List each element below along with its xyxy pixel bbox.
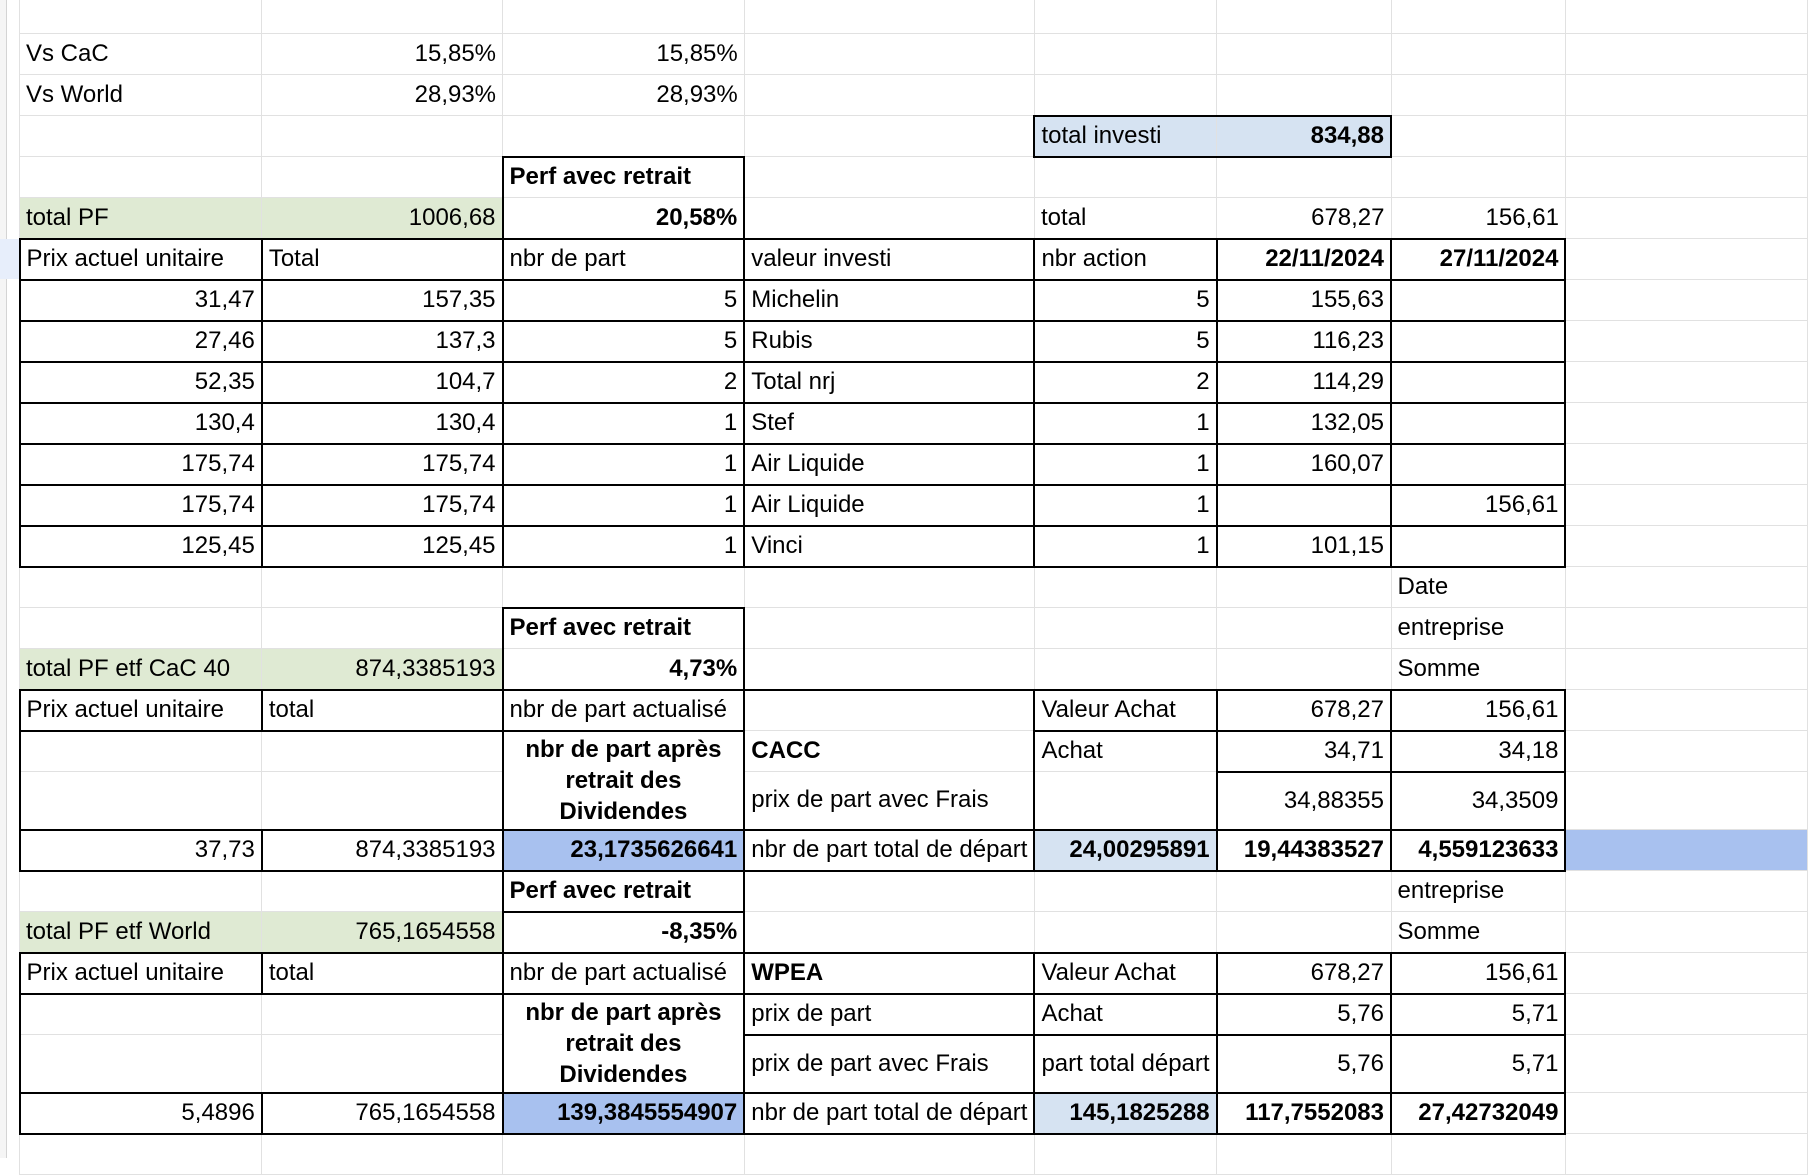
cell-r4-a[interactable]	[20, 157, 262, 198]
cell-r10-b[interactable]: 130,4	[262, 403, 503, 444]
cell-r8-g[interactable]	[1391, 321, 1565, 362]
cell-r10-e[interactable]: 1	[1034, 403, 1216, 444]
cell-r16-d[interactable]	[744, 649, 1034, 690]
cell-r21-e[interactable]	[1034, 871, 1216, 912]
cell-r9-d[interactable]: Total nrj	[744, 362, 1034, 403]
cell-r20-g[interactable]: 4,559123633	[1391, 830, 1565, 871]
cell-r16-a[interactable]: total PF etf CaC 40	[20, 649, 262, 690]
cell-r13-a[interactable]: 125,45	[20, 526, 262, 567]
cell-r21-c[interactable]: Perf avec retrait	[503, 871, 745, 912]
cell-r22-f[interactable]	[1217, 912, 1391, 953]
cell-r2-f[interactable]	[1217, 75, 1391, 116]
cell-r9-h[interactable]	[1565, 362, 1807, 403]
sheet-row-16	[0, 649, 1808, 690]
cell-r15-a[interactable]	[20, 608, 262, 649]
cell-r13-f[interactable]: 101,15	[1217, 526, 1391, 567]
cell-r25-b[interactable]	[262, 1035, 503, 1093]
cell-r9-e[interactable]: 2	[1034, 362, 1216, 403]
cell-r4-h[interactable]	[1565, 157, 1807, 198]
cell-r9-f[interactable]: 114,29	[1217, 362, 1391, 403]
cell-r8-e[interactable]: 5	[1034, 321, 1216, 362]
cell-r11-h[interactable]	[1565, 444, 1807, 485]
cell-r16-c[interactable]: 4,73%	[503, 649, 745, 690]
cell-r23-h[interactable]	[1565, 953, 1807, 994]
cell-r23-e[interactable]: Valeur Achat	[1034, 953, 1216, 994]
sheet-row-8	[0, 321, 1808, 362]
cell-r7-d[interactable]: Michelin	[744, 280, 1034, 321]
cell-r18-f[interactable]: 34,71	[1217, 731, 1391, 772]
cell-r10-d[interactable]: Stef	[744, 403, 1034, 444]
sheet-row-24	[0, 994, 1808, 1035]
sheet-row-5	[0, 198, 1808, 239]
sheet-row-23	[0, 953, 1808, 994]
cell-r26-f[interactable]: 117,7552083	[1217, 1093, 1391, 1134]
cell-r12-e[interactable]: 1	[1034, 485, 1216, 526]
cell-r18-e[interactable]: Achat	[1034, 731, 1216, 772]
cell-r5-a[interactable]: total PF	[20, 198, 262, 239]
sheet-row-19	[0, 772, 1808, 830]
cell-r15-b[interactable]	[262, 608, 503, 649]
cell-r3-c[interactable]	[503, 116, 745, 157]
cell-r22-g[interactable]: Somme	[1391, 912, 1565, 953]
cell-r8-a[interactable]: 27,46	[20, 321, 262, 362]
cell-r13-e[interactable]: 1	[1034, 526, 1216, 567]
cell-r21-d[interactable]	[744, 871, 1034, 912]
cell-r18-b[interactable]	[262, 731, 503, 772]
cell-r26-h[interactable]	[1565, 1093, 1807, 1134]
cell-r25-e[interactable]: part total départ	[1034, 1035, 1216, 1093]
sheet-row-2	[0, 75, 1808, 116]
cell-r25-f[interactable]: 5,76	[1217, 1035, 1391, 1093]
sheet-row-1	[0, 34, 1808, 75]
cell-r22-h[interactable]	[1565, 912, 1807, 953]
cell-r25-d[interactable]: prix de part avec Frais	[744, 1035, 1034, 1093]
cell-r8-f[interactable]: 116,23	[1217, 321, 1391, 362]
cell-r17-c[interactable]: nbr de part actualisé	[503, 690, 745, 731]
cell-r1-c[interactable]: 15,85%	[503, 34, 745, 75]
cell-r26-a[interactable]: 5,4896	[20, 1093, 262, 1134]
cell-r20-e[interactable]: 24,00295891	[1034, 830, 1216, 871]
cell-r26-b[interactable]: 765,1654558	[262, 1093, 503, 1134]
cell-r17-h[interactable]	[1565, 690, 1807, 731]
cell-r10-c[interactable]: 1	[503, 403, 745, 444]
sheet-row-0	[0, 0, 1808, 34]
cell-r11-f[interactable]: 160,07	[1217, 444, 1391, 485]
cell-r13-c[interactable]: 1	[503, 526, 745, 567]
cell-r4-b[interactable]	[262, 157, 503, 198]
cell-r21-h[interactable]	[1565, 871, 1807, 912]
cell-r4-d[interactable]	[744, 157, 1034, 198]
sheet-row-4	[0, 157, 1808, 198]
cell-r14-e[interactable]	[1034, 567, 1216, 608]
cell-r24-a[interactable]	[20, 994, 262, 1035]
cell-r7-f[interactable]: 155,63	[1217, 280, 1391, 321]
sheet-row-27	[0, 1134, 1808, 1175]
cell-r9-g[interactable]	[1391, 362, 1565, 403]
cell-r23-a[interactable]: Prix actuel unitaire	[20, 953, 262, 994]
cell-r21-f[interactable]	[1217, 871, 1391, 912]
cell-r23-b[interactable]: total	[262, 953, 503, 994]
cell-r3-h[interactable]	[1565, 116, 1807, 157]
sheet-row-21	[0, 871, 1808, 912]
cell-r20-a[interactable]: 37,73	[20, 830, 262, 871]
cell-r17-d[interactable]	[744, 690, 1034, 731]
cell-r20-h[interactable]	[1565, 830, 1807, 871]
cell-r26-e[interactable]: 145,1825288	[1034, 1093, 1216, 1134]
cell-r7-b[interactable]: 157,35	[262, 280, 503, 321]
cell-r12-b[interactable]: 175,74	[262, 485, 503, 526]
cell-r11-b[interactable]: 175,74	[262, 444, 503, 485]
cell-r1-d[interactable]	[744, 34, 1034, 75]
cell-r3-e[interactable]: total investi	[1034, 116, 1216, 157]
cell-r21-g[interactable]: entreprise	[1391, 871, 1565, 912]
cell-r8-b[interactable]: 137,3	[262, 321, 503, 362]
cell-r1-a[interactable]: Vs CaC	[20, 34, 262, 75]
cell-r14-d[interactable]	[744, 567, 1034, 608]
cell-r11-e[interactable]: 1	[1034, 444, 1216, 485]
cell-r26-c[interactable]: 139,3845554907	[503, 1093, 745, 1134]
cell-r11-d[interactable]: Air Liquide	[744, 444, 1034, 485]
cell-r16-g[interactable]: Somme	[1391, 649, 1565, 690]
cell-r6-b[interactable]: Total	[262, 239, 503, 280]
cell-r4-g[interactable]	[1391, 157, 1565, 198]
cell-r25-a[interactable]	[20, 1035, 262, 1093]
cell-r24-h[interactable]	[1565, 994, 1807, 1035]
sheet-row-9	[0, 362, 1808, 403]
sheet-row-7	[0, 280, 1808, 321]
cell-r19-d[interactable]: prix de part avec Frais	[744, 772, 1034, 830]
cell-r12-d[interactable]: Air Liquide	[744, 485, 1034, 526]
cell-r18-d[interactable]: CACC	[744, 731, 1034, 772]
cell-r10-h[interactable]	[1565, 403, 1807, 444]
cell-r14-b[interactable]	[262, 567, 503, 608]
cell-r5-c[interactable]: 20,58%	[503, 198, 745, 239]
cell-r3-f[interactable]: 834,88	[1217, 116, 1391, 157]
cell-r12-a[interactable]: 175,74	[20, 485, 262, 526]
cell-r11-c[interactable]: 1	[503, 444, 745, 485]
cell-r3-a[interactable]	[20, 116, 262, 157]
cell-r22-e[interactable]	[1034, 912, 1216, 953]
cell-r4-f[interactable]	[1217, 157, 1391, 198]
cell-r14-c[interactable]	[503, 567, 745, 608]
cell-r2-b[interactable]: 28,93%	[262, 75, 503, 116]
cell-r16-h[interactable]	[1565, 649, 1807, 690]
cell-r9-b[interactable]: 104,7	[262, 362, 503, 403]
cell-r1-b[interactable]: 15,85%	[262, 34, 503, 75]
cell-r19-g[interactable]: 34,3509	[1391, 772, 1565, 830]
cell-r1-e[interactable]	[1034, 34, 1216, 75]
cell-r13-g[interactable]	[1391, 526, 1565, 567]
cell-r16-e[interactable]	[1034, 649, 1216, 690]
cell-r5-b[interactable]: 1006,68	[262, 198, 503, 239]
cell-r8-h[interactable]	[1565, 321, 1807, 362]
cell-r24-b[interactable]	[262, 994, 503, 1035]
cell-r3-g[interactable]	[1391, 116, 1565, 157]
cell-r10-g[interactable]	[1391, 403, 1565, 444]
cell-r8-d[interactable]: Rubis	[744, 321, 1034, 362]
cell-r5-f[interactable]: 678,27	[1217, 198, 1391, 239]
cell-r12-c[interactable]: 1	[503, 485, 745, 526]
cell-r19-h[interactable]	[1565, 772, 1807, 830]
cell-r8-c[interactable]: 5	[503, 321, 745, 362]
cell-r20-c[interactable]: 23,1735626641	[503, 830, 745, 871]
cell-r13-b[interactable]: 125,45	[262, 526, 503, 567]
cell-r20-f[interactable]: 19,44383527	[1217, 830, 1391, 871]
cell-r2-d[interactable]	[744, 75, 1034, 116]
cell-r24-c[interactable]: nbr de part après retrait des Dividendes	[503, 994, 745, 1093]
cell-r12-f[interactable]	[1217, 485, 1391, 526]
cell-r3-b[interactable]	[262, 116, 503, 157]
sheet-row-14	[0, 567, 1808, 608]
sheet-row-10	[0, 403, 1808, 444]
sheet-row-18	[0, 731, 1808, 772]
cell-r19-b[interactable]	[262, 772, 503, 830]
cell-r1-f[interactable]	[1217, 34, 1391, 75]
cell-r21-b[interactable]	[262, 871, 503, 912]
sheet-row-6	[0, 239, 1808, 280]
cell-r6-c[interactable]: nbr de part	[503, 239, 745, 280]
cell-r1-g[interactable]	[1391, 34, 1565, 75]
cell-r10-a[interactable]: 130,4	[20, 403, 262, 444]
cell-r7-c[interactable]: 5	[503, 280, 745, 321]
cell-r14-a[interactable]	[20, 567, 262, 608]
cell-r22-b[interactable]: 765,1654558	[262, 912, 503, 953]
cell-r2-c[interactable]: 28,93%	[503, 75, 745, 116]
cell-r7-e[interactable]: 5	[1034, 280, 1216, 321]
cell-r19-e[interactable]	[1034, 772, 1216, 830]
cell-r22-a[interactable]: total PF etf World	[20, 912, 262, 953]
cell-r3-d[interactable]	[744, 116, 1034, 157]
cell-r5-e[interactable]: total	[1034, 198, 1216, 239]
cell-r5-h[interactable]	[1565, 198, 1807, 239]
cell-r10-f[interactable]: 132,05	[1217, 403, 1391, 444]
sheet-row-17	[0, 690, 1808, 731]
cell-r24-g[interactable]: 5,71	[1391, 994, 1565, 1035]
cell-r16-f[interactable]	[1217, 649, 1391, 690]
cell-r20-d[interactable]: nbr de part total de départ	[744, 830, 1034, 871]
cell-r1-h[interactable]	[1565, 34, 1807, 75]
cell-r17-a[interactable]: Prix actuel unitaire	[20, 690, 262, 731]
cell-r24-f[interactable]: 5,76	[1217, 994, 1391, 1035]
cell-r18-a[interactable]	[20, 731, 262, 772]
sheet-row-12	[0, 485, 1808, 526]
cell-r9-a[interactable]: 52,35	[20, 362, 262, 403]
cell-r2-h[interactable]	[1565, 75, 1807, 116]
cell-r6-d[interactable]: valeur investi	[744, 239, 1034, 280]
cell-r15-h[interactable]	[1565, 608, 1807, 649]
cell-r25-g[interactable]: 5,71	[1391, 1035, 1565, 1093]
cell-r20-b[interactable]: 874,3385193	[262, 830, 503, 871]
cell-r11-a[interactable]: 175,74	[20, 444, 262, 485]
cell-r4-e[interactable]	[1034, 157, 1216, 198]
cell-r14-h[interactable]	[1565, 567, 1807, 608]
cell-r25-h[interactable]	[1565, 1035, 1807, 1093]
cell-r22-c[interactable]: -8,35%	[503, 912, 745, 953]
cell-r26-g[interactable]: 27,42732049	[1391, 1093, 1565, 1134]
cell-r6-g[interactable]: 27/11/2024	[1391, 239, 1565, 280]
cell-r17-e[interactable]: Valeur Achat	[1034, 690, 1216, 731]
cell-r18-c[interactable]: nbr de part après retrait des Dividendes	[503, 731, 745, 830]
sheet-row-13	[0, 526, 1808, 567]
cell-r14-g[interactable]: Date	[1391, 567, 1565, 608]
cell-r15-g[interactable]: entreprise	[1391, 608, 1565, 649]
cell-r12-h[interactable]	[1565, 485, 1807, 526]
cell-r5-d[interactable]	[744, 198, 1034, 239]
sheet-row-22	[0, 912, 1808, 953]
cell-r6-f[interactable]: 22/11/2024	[1217, 239, 1391, 280]
cell-r18-g[interactable]: 34,18	[1391, 731, 1565, 772]
cell-r13-d[interactable]: Vinci	[744, 526, 1034, 567]
cell-r17-g[interactable]: 156,61	[1391, 690, 1565, 731]
cell-r11-g[interactable]	[1391, 444, 1565, 485]
cell-r7-a[interactable]: 31,47	[20, 280, 262, 321]
cell-r15-d[interactable]	[744, 608, 1034, 649]
cell-r9-c[interactable]: 2	[503, 362, 745, 403]
sheet-row-26	[0, 1093, 1808, 1134]
cell-r16-b[interactable]: 874,3385193	[262, 649, 503, 690]
cell-r2-e[interactable]	[1034, 75, 1216, 116]
cell-r14-f[interactable]	[1217, 567, 1391, 608]
cell-r24-d[interactable]: prix de part	[744, 994, 1034, 1035]
cell-r6-e[interactable]: nbr action	[1034, 239, 1216, 280]
cell-r23-c[interactable]: nbr de part actualisé	[503, 953, 745, 994]
cell-r23-d[interactable]: WPEA	[744, 953, 1034, 994]
cell-r18-h[interactable]	[1565, 731, 1807, 772]
sheet-row-25	[0, 1035, 1808, 1093]
cell-r26-d[interactable]: nbr de part total de départ	[744, 1093, 1034, 1134]
cell-r17-b[interactable]: total	[262, 690, 503, 731]
cell-r6-a[interactable]: Prix actuel unitaire	[20, 239, 262, 280]
cell-r7-g[interactable]	[1391, 280, 1565, 321]
cell-r21-a[interactable]	[20, 871, 262, 912]
cell-r23-g[interactable]: 156,61	[1391, 953, 1565, 994]
cell-r6-h[interactable]	[1565, 239, 1807, 280]
cell-r7-h[interactable]	[1565, 280, 1807, 321]
cell-r15-e[interactable]	[1034, 608, 1216, 649]
cell-r15-f[interactable]	[1217, 608, 1391, 649]
cell-r17-f[interactable]: 678,27	[1217, 690, 1391, 731]
cell-r19-f[interactable]: 34,88355	[1217, 772, 1391, 830]
cell-r15-c[interactable]: Perf avec retrait	[503, 608, 745, 649]
sheet-row-15	[0, 608, 1808, 649]
cell-r4-c[interactable]: Perf avec retrait	[503, 157, 745, 198]
cell-r24-e[interactable]: Achat	[1034, 994, 1216, 1035]
cell-r5-g[interactable]: 156,61	[1391, 198, 1565, 239]
cell-r13-h[interactable]	[1565, 526, 1807, 567]
sheet-row-3	[0, 116, 1808, 157]
cell-r23-f[interactable]: 678,27	[1217, 953, 1391, 994]
sheet-row-11	[0, 444, 1808, 485]
sheet-row-20	[0, 830, 1808, 871]
cell-r12-g[interactable]: 156,61	[1391, 485, 1565, 526]
cell-r2-a[interactable]: Vs World	[20, 75, 262, 116]
cell-r2-g[interactable]	[1391, 75, 1565, 116]
cell-r19-a[interactable]	[20, 772, 262, 830]
cell-r22-d[interactable]	[744, 912, 1034, 953]
